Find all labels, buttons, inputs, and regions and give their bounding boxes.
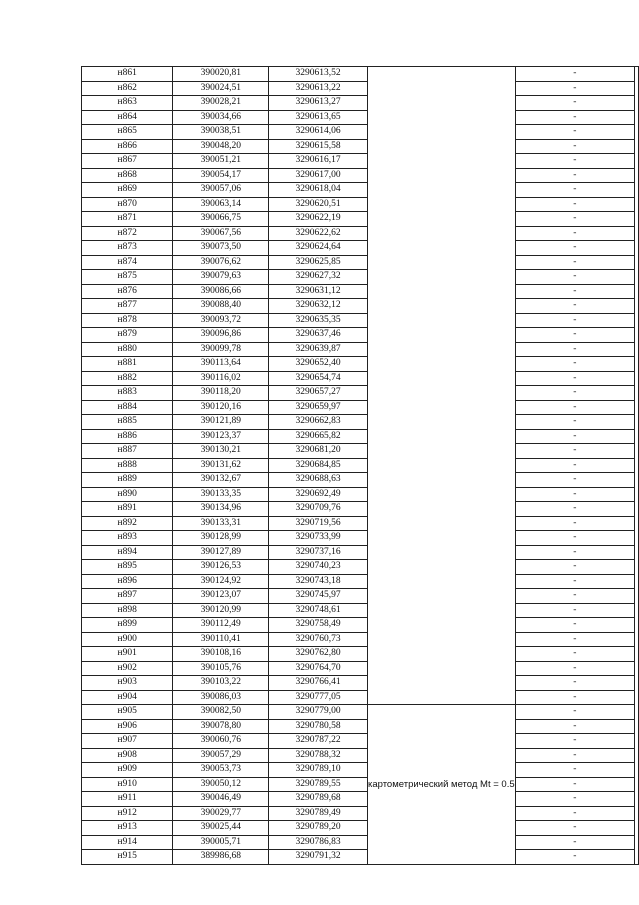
point-name-cell: н879 xyxy=(82,328,173,343)
table-row xyxy=(82,487,639,502)
x-coordinate-cell: 390118,20 xyxy=(173,386,269,401)
y-coordinate-cell: 3290780,58 xyxy=(269,719,368,734)
table-row xyxy=(82,705,639,720)
dash-cell: - xyxy=(515,284,634,299)
point-name-cell: н907 xyxy=(82,734,173,749)
y-coordinate-cell: 3290639,87 xyxy=(269,342,368,357)
y-coordinate-cell: 3290789,20 xyxy=(269,821,368,836)
x-coordinate-cell: 390038,51 xyxy=(173,125,269,140)
point-name-cell: н870 xyxy=(82,197,173,212)
point-name-cell: н888 xyxy=(82,458,173,473)
x-coordinate-cell: 390051,21 xyxy=(173,154,269,169)
y-coordinate-cell: 3290622,62 xyxy=(269,226,368,241)
table-row xyxy=(82,748,639,763)
table-row xyxy=(82,531,639,546)
table-row xyxy=(82,719,639,734)
table-row xyxy=(82,197,639,212)
x-coordinate-cell: 390076,62 xyxy=(173,255,269,270)
y-coordinate-cell: 3290692,49 xyxy=(269,487,368,502)
point-name-cell: н896 xyxy=(82,574,173,589)
y-coordinate-cell: 3290613,52 xyxy=(269,67,368,82)
x-coordinate-cell: 390060,76 xyxy=(173,734,269,749)
table-row xyxy=(82,763,639,778)
y-coordinate-cell: 3290652,40 xyxy=(269,357,368,372)
x-coordinate-cell: 390073,50 xyxy=(173,241,269,256)
point-name-cell: н869 xyxy=(82,183,173,198)
x-coordinate-cell: 390108,16 xyxy=(173,647,269,662)
point-name-cell: н867 xyxy=(82,154,173,169)
x-coordinate-cell: 390082,50 xyxy=(173,705,269,720)
point-name-cell: н906 xyxy=(82,719,173,734)
x-coordinate-cell: 390078,80 xyxy=(173,719,269,734)
x-coordinate-cell: 390112,49 xyxy=(173,618,269,633)
point-name-cell: н898 xyxy=(82,603,173,618)
x-coordinate-cell: 389986,68 xyxy=(173,850,269,865)
y-coordinate-cell: 3290789,49 xyxy=(269,806,368,821)
table-row xyxy=(82,734,639,749)
dash-cell: - xyxy=(515,241,634,256)
table-row xyxy=(82,299,639,314)
y-coordinate-cell: 3290745,97 xyxy=(269,589,368,604)
table-row xyxy=(82,212,639,227)
x-coordinate-cell: 390099,78 xyxy=(173,342,269,357)
x-coordinate-cell: 390066,75 xyxy=(173,212,269,227)
table-row xyxy=(82,67,639,82)
table-row xyxy=(82,226,639,241)
point-name-cell: н880 xyxy=(82,342,173,357)
table-row xyxy=(82,574,639,589)
dash-cell: - xyxy=(515,589,634,604)
y-coordinate-cell: 3290662,83 xyxy=(269,415,368,430)
y-coordinate-cell: 3290625,85 xyxy=(269,255,368,270)
x-coordinate-cell: 390063,14 xyxy=(173,197,269,212)
dash-cell: - xyxy=(515,255,634,270)
y-coordinate-cell: 3290748,61 xyxy=(269,603,368,618)
point-name-cell: н903 xyxy=(82,676,173,691)
x-coordinate-cell: 390123,37 xyxy=(173,429,269,444)
point-name-cell: н897 xyxy=(82,589,173,604)
point-name-cell: н885 xyxy=(82,415,173,430)
dash-cell: - xyxy=(515,226,634,241)
y-coordinate-cell: 3290654,74 xyxy=(269,371,368,386)
dash-cell: - xyxy=(515,487,634,502)
point-name-cell: н883 xyxy=(82,386,173,401)
x-coordinate-cell: 390126,53 xyxy=(173,560,269,575)
method-cell: картометрический метод Mt = 0.5 xyxy=(367,705,515,865)
y-coordinate-cell: 3290684,85 xyxy=(269,458,368,473)
y-coordinate-cell: 3290617,00 xyxy=(269,168,368,183)
y-coordinate-cell: 3290665,82 xyxy=(269,429,368,444)
dash-cell: - xyxy=(515,125,634,140)
y-coordinate-cell: 3290620,51 xyxy=(269,197,368,212)
y-coordinate-cell: 3290614,06 xyxy=(269,125,368,140)
y-coordinate-cell: 3290615,58 xyxy=(269,139,368,154)
x-coordinate-cell: 390088,40 xyxy=(173,299,269,314)
y-coordinate-cell: 3290613,22 xyxy=(269,81,368,96)
y-coordinate-cell: 3290613,27 xyxy=(269,96,368,111)
point-name-cell: н874 xyxy=(82,255,173,270)
dash-cell: - xyxy=(515,763,634,778)
point-name-cell: н887 xyxy=(82,444,173,459)
table-row xyxy=(82,154,639,169)
x-coordinate-cell: 390029,77 xyxy=(173,806,269,821)
y-coordinate-cell: 3290743,18 xyxy=(269,574,368,589)
table-row xyxy=(82,516,639,531)
y-coordinate-cell: 3290791,32 xyxy=(269,850,368,865)
dash-cell: - xyxy=(515,386,634,401)
point-name-cell: н877 xyxy=(82,299,173,314)
x-coordinate-cell: 390048,20 xyxy=(173,139,269,154)
x-coordinate-cell: 390028,21 xyxy=(173,96,269,111)
dash-cell: - xyxy=(515,429,634,444)
table-body xyxy=(82,67,639,865)
dash-cell: - xyxy=(515,821,634,836)
y-coordinate-cell: 3290762,80 xyxy=(269,647,368,662)
dash-cell: - xyxy=(515,603,634,618)
x-coordinate-cell: 390086,03 xyxy=(173,690,269,705)
x-coordinate-cell: 390057,29 xyxy=(173,748,269,763)
table-row xyxy=(82,560,639,575)
y-coordinate-cell: 3290659,97 xyxy=(269,400,368,415)
dash-cell: - xyxy=(515,400,634,415)
table-row xyxy=(82,473,639,488)
table-row xyxy=(82,618,639,633)
point-name-cell: н861 xyxy=(82,67,173,82)
y-coordinate-cell: 3290616,17 xyxy=(269,154,368,169)
y-coordinate-cell: 3290709,76 xyxy=(269,502,368,517)
y-coordinate-cell: 3290737,16 xyxy=(269,545,368,560)
x-coordinate-cell: 390053,73 xyxy=(173,763,269,778)
y-coordinate-cell: 3290624,64 xyxy=(269,241,368,256)
dash-cell: - xyxy=(515,835,634,850)
table-row xyxy=(82,415,639,430)
y-coordinate-cell: 3290789,55 xyxy=(269,777,368,792)
point-name-cell: н878 xyxy=(82,313,173,328)
dash-cell: - xyxy=(515,458,634,473)
point-name-cell: н902 xyxy=(82,661,173,676)
dash-cell: - xyxy=(515,444,634,459)
table-row xyxy=(82,632,639,647)
x-coordinate-cell: 390121,89 xyxy=(173,415,269,430)
table-row xyxy=(82,502,639,517)
table-row xyxy=(82,603,639,618)
dash-cell: - xyxy=(515,806,634,821)
y-coordinate-cell: 3290779,00 xyxy=(269,705,368,720)
y-coordinate-cell: 3290764,70 xyxy=(269,661,368,676)
dash-cell: - xyxy=(515,299,634,314)
point-name-cell: н914 xyxy=(82,835,173,850)
x-coordinate-cell: 390120,99 xyxy=(173,603,269,618)
coordinates-table xyxy=(81,66,639,865)
point-name-cell: н900 xyxy=(82,632,173,647)
x-coordinate-cell: 390034,66 xyxy=(173,110,269,125)
dash-cell: - xyxy=(515,212,634,227)
point-name-cell: н913 xyxy=(82,821,173,836)
y-coordinate-cell: 3290787,22 xyxy=(269,734,368,749)
dash-cell: - xyxy=(515,328,634,343)
y-coordinate-cell: 3290618,04 xyxy=(269,183,368,198)
x-coordinate-cell: 390020,81 xyxy=(173,67,269,82)
point-name-cell: н873 xyxy=(82,241,173,256)
dash-cell: - xyxy=(515,618,634,633)
y-coordinate-cell: 3290788,32 xyxy=(269,748,368,763)
point-name-cell: н881 xyxy=(82,357,173,372)
point-name-cell: н882 xyxy=(82,371,173,386)
y-coordinate-cell: 3290613,65 xyxy=(269,110,368,125)
point-name-cell: н905 xyxy=(82,705,173,720)
x-coordinate-cell: 390067,56 xyxy=(173,226,269,241)
x-coordinate-cell: 390127,89 xyxy=(173,545,269,560)
x-coordinate-cell: 390046,49 xyxy=(173,792,269,807)
point-name-cell: н866 xyxy=(82,139,173,154)
dash-cell: - xyxy=(515,139,634,154)
point-name-cell: н908 xyxy=(82,748,173,763)
dash-cell: - xyxy=(515,647,634,662)
table-row xyxy=(82,357,639,372)
dash-cell: - xyxy=(515,415,634,430)
dash-cell: - xyxy=(515,574,634,589)
x-coordinate-cell: 390134,96 xyxy=(173,502,269,517)
point-name-cell: н865 xyxy=(82,125,173,140)
x-coordinate-cell: 390130,21 xyxy=(173,444,269,459)
table-row xyxy=(82,139,639,154)
point-name-cell: н872 xyxy=(82,226,173,241)
point-name-cell: н912 xyxy=(82,806,173,821)
table-row xyxy=(82,342,639,357)
x-coordinate-cell: 390105,76 xyxy=(173,661,269,676)
point-name-cell: н876 xyxy=(82,284,173,299)
dash-cell: - xyxy=(515,531,634,546)
y-coordinate-cell: 3290719,56 xyxy=(269,516,368,531)
empty-column xyxy=(635,67,639,865)
dash-cell: - xyxy=(515,342,634,357)
dash-cell: - xyxy=(515,313,634,328)
x-coordinate-cell: 390086,66 xyxy=(173,284,269,299)
point-name-cell: н904 xyxy=(82,690,173,705)
x-coordinate-cell: 390005,71 xyxy=(173,835,269,850)
point-name-cell: н886 xyxy=(82,429,173,444)
dash-cell: - xyxy=(515,154,634,169)
dash-cell: - xyxy=(515,748,634,763)
dash-cell: - xyxy=(515,357,634,372)
dash-cell: - xyxy=(515,67,634,82)
point-name-cell: н899 xyxy=(82,618,173,633)
table-row xyxy=(82,821,639,836)
x-coordinate-cell: 390057,06 xyxy=(173,183,269,198)
y-coordinate-cell: 3290637,46 xyxy=(269,328,368,343)
x-coordinate-cell: 390024,51 xyxy=(173,81,269,96)
y-coordinate-cell: 3290631,12 xyxy=(269,284,368,299)
dash-cell: - xyxy=(515,502,634,517)
table-row xyxy=(82,777,639,792)
dash-cell: - xyxy=(515,719,634,734)
x-coordinate-cell: 390093,72 xyxy=(173,313,269,328)
table-row xyxy=(82,676,639,691)
point-name-cell: н863 xyxy=(82,96,173,111)
y-coordinate-cell: 3290789,10 xyxy=(269,763,368,778)
point-name-cell: н864 xyxy=(82,110,173,125)
x-coordinate-cell: 390025,44 xyxy=(173,821,269,836)
point-name-cell: н915 xyxy=(82,850,173,865)
table-row xyxy=(82,792,639,807)
x-coordinate-cell: 390110,41 xyxy=(173,632,269,647)
y-coordinate-cell: 3290766,41 xyxy=(269,676,368,691)
table-row xyxy=(82,400,639,415)
x-coordinate-cell: 390054,17 xyxy=(173,168,269,183)
table-row xyxy=(82,444,639,459)
dash-cell: - xyxy=(515,545,634,560)
dash-cell: - xyxy=(515,792,634,807)
y-coordinate-cell: 3290688,63 xyxy=(269,473,368,488)
y-coordinate-cell: 3290622,19 xyxy=(269,212,368,227)
table-row xyxy=(82,284,639,299)
x-coordinate-cell: 390079,63 xyxy=(173,270,269,285)
table-row xyxy=(82,328,639,343)
y-coordinate-cell: 3290777,05 xyxy=(269,690,368,705)
table-row xyxy=(82,545,639,560)
y-coordinate-cell: 3290635,35 xyxy=(269,313,368,328)
table-row xyxy=(82,110,639,125)
point-name-cell: н868 xyxy=(82,168,173,183)
dash-cell: - xyxy=(515,183,634,198)
table-row xyxy=(82,125,639,140)
x-coordinate-cell: 390103,22 xyxy=(173,676,269,691)
dash-cell: - xyxy=(515,632,634,647)
table-row xyxy=(82,661,639,676)
x-coordinate-cell: 390124,92 xyxy=(173,574,269,589)
point-name-cell: н884 xyxy=(82,400,173,415)
x-coordinate-cell: 390132,67 xyxy=(173,473,269,488)
point-name-cell: н891 xyxy=(82,502,173,517)
point-name-cell: н890 xyxy=(82,487,173,502)
x-coordinate-cell: 390131,62 xyxy=(173,458,269,473)
dash-cell: - xyxy=(515,676,634,691)
point-name-cell: н909 xyxy=(82,763,173,778)
table-row xyxy=(82,183,639,198)
table-row xyxy=(82,96,639,111)
x-coordinate-cell: 390113,64 xyxy=(173,357,269,372)
dash-cell: - xyxy=(515,96,634,111)
dash-cell: - xyxy=(515,197,634,212)
table-row xyxy=(82,850,639,865)
y-coordinate-cell: 3290786,83 xyxy=(269,835,368,850)
point-name-cell: н889 xyxy=(82,473,173,488)
x-coordinate-cell: 390133,31 xyxy=(173,516,269,531)
y-coordinate-cell: 3290740,23 xyxy=(269,560,368,575)
table-row xyxy=(82,371,639,386)
dash-cell: - xyxy=(515,168,634,183)
dash-cell: - xyxy=(515,371,634,386)
dash-cell: - xyxy=(515,734,634,749)
dash-cell: - xyxy=(515,690,634,705)
point-name-cell: н895 xyxy=(82,560,173,575)
y-coordinate-cell: 3290681,20 xyxy=(269,444,368,459)
y-coordinate-cell: 3290789,68 xyxy=(269,792,368,807)
dash-cell: - xyxy=(515,777,634,792)
table-row xyxy=(82,429,639,444)
dash-cell: - xyxy=(515,661,634,676)
method-cell-upper xyxy=(367,67,515,705)
y-coordinate-cell: 3290632,12 xyxy=(269,299,368,314)
dash-cell: - xyxy=(515,560,634,575)
point-name-cell: н911 xyxy=(82,792,173,807)
point-name-cell: н910 xyxy=(82,777,173,792)
x-coordinate-cell: 390116,02 xyxy=(173,371,269,386)
x-coordinate-cell: 390096,86 xyxy=(173,328,269,343)
dash-cell: - xyxy=(515,705,634,720)
point-name-cell: н901 xyxy=(82,647,173,662)
table-row xyxy=(82,589,639,604)
dash-cell: - xyxy=(515,473,634,488)
table-row xyxy=(82,241,639,256)
x-coordinate-cell: 390120,16 xyxy=(173,400,269,415)
x-coordinate-cell: 390128,99 xyxy=(173,531,269,546)
dash-cell: - xyxy=(515,110,634,125)
x-coordinate-cell: 390133,35 xyxy=(173,487,269,502)
table-row xyxy=(82,313,639,328)
table-row xyxy=(82,806,639,821)
y-coordinate-cell: 3290733,99 xyxy=(269,531,368,546)
table-row xyxy=(82,835,639,850)
y-coordinate-cell: 3290627,32 xyxy=(269,270,368,285)
point-name-cell: н893 xyxy=(82,531,173,546)
point-name-cell: н875 xyxy=(82,270,173,285)
table-row xyxy=(82,270,639,285)
table-row xyxy=(82,386,639,401)
point-name-cell: н892 xyxy=(82,516,173,531)
point-name-cell: н862 xyxy=(82,81,173,96)
dash-cell: - xyxy=(515,270,634,285)
y-coordinate-cell: 3290657,27 xyxy=(269,386,368,401)
y-coordinate-cell: 3290760,73 xyxy=(269,632,368,647)
dash-cell: - xyxy=(515,850,634,865)
table-row xyxy=(82,81,639,96)
x-coordinate-cell: 390050,12 xyxy=(173,777,269,792)
point-name-cell: н871 xyxy=(82,212,173,227)
point-name-cell: н894 xyxy=(82,545,173,560)
table-row xyxy=(82,690,639,705)
table-row xyxy=(82,168,639,183)
y-coordinate-cell: 3290758,49 xyxy=(269,618,368,633)
table-row xyxy=(82,255,639,270)
x-coordinate-cell: 390123,07 xyxy=(173,589,269,604)
dash-cell: - xyxy=(515,516,634,531)
table-row xyxy=(82,458,639,473)
table-row xyxy=(82,647,639,662)
dash-cell: - xyxy=(515,81,634,96)
